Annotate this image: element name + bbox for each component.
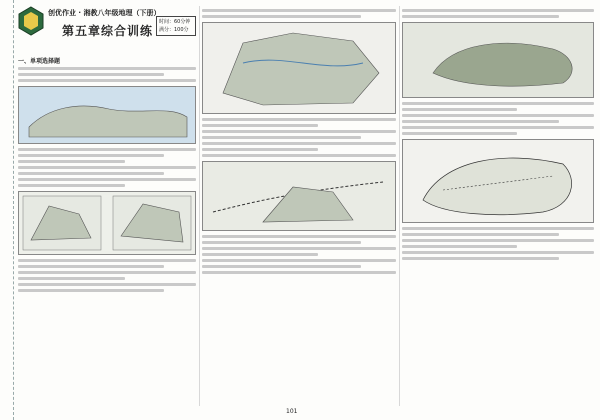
text-line bbox=[402, 102, 594, 105]
text-line bbox=[18, 67, 196, 70]
text-line bbox=[402, 15, 559, 18]
time-limit: 时间：60分钟 bbox=[159, 19, 191, 25]
text-line bbox=[402, 120, 559, 123]
text-line bbox=[202, 15, 361, 18]
text-line bbox=[202, 235, 396, 238]
text-line bbox=[202, 241, 361, 244]
section-heading: 一、单项选择题 bbox=[18, 58, 61, 65]
region-map bbox=[203, 23, 395, 113]
text-line bbox=[202, 9, 396, 12]
column-right bbox=[402, 6, 594, 406]
text-line bbox=[202, 271, 396, 274]
text-line bbox=[202, 136, 361, 139]
text-line bbox=[402, 257, 559, 260]
text-line bbox=[18, 289, 164, 292]
text-line bbox=[18, 172, 164, 175]
map-figure bbox=[18, 191, 196, 255]
text-line bbox=[402, 233, 559, 236]
basin-map bbox=[403, 140, 593, 222]
text-line bbox=[18, 271, 196, 274]
column-divider bbox=[199, 6, 200, 406]
text-line bbox=[402, 227, 594, 230]
text-line bbox=[402, 108, 517, 111]
map-figure bbox=[202, 161, 396, 231]
text-line bbox=[402, 126, 594, 129]
column-left bbox=[18, 6, 196, 406]
text-line bbox=[402, 251, 594, 254]
text-line bbox=[402, 114, 594, 117]
text-line bbox=[202, 259, 396, 262]
map-figure bbox=[202, 22, 396, 114]
text-line bbox=[18, 73, 164, 76]
text-line bbox=[202, 265, 361, 268]
text-line bbox=[18, 160, 125, 163]
text-line bbox=[402, 132, 517, 135]
timer-box bbox=[156, 16, 196, 36]
text-line bbox=[402, 239, 594, 242]
text-line bbox=[18, 184, 125, 187]
column-divider bbox=[399, 6, 400, 406]
page-header bbox=[18, 6, 196, 54]
text-line bbox=[202, 142, 396, 145]
text-line bbox=[202, 118, 396, 121]
route-map bbox=[203, 162, 395, 230]
map-figure bbox=[402, 139, 594, 223]
text-line bbox=[18, 79, 196, 82]
text-line bbox=[202, 247, 396, 250]
text-line bbox=[18, 277, 125, 280]
text-line bbox=[202, 124, 318, 127]
page-number: 101 bbox=[286, 408, 298, 415]
text-line bbox=[18, 259, 196, 262]
text-line bbox=[202, 148, 318, 151]
map-figure bbox=[402, 22, 594, 98]
text-line bbox=[202, 130, 396, 133]
publisher-logo-icon bbox=[18, 6, 44, 36]
text-line bbox=[402, 245, 517, 248]
comparison-maps bbox=[19, 192, 195, 254]
region-map bbox=[19, 87, 195, 143]
map-figure bbox=[18, 86, 196, 144]
text-line bbox=[202, 253, 318, 256]
text-line bbox=[18, 283, 196, 286]
page-title: 第五章综合训练 bbox=[62, 24, 154, 38]
column-middle bbox=[202, 6, 396, 406]
text-line bbox=[18, 166, 196, 169]
text-line bbox=[18, 154, 164, 157]
text-line bbox=[18, 148, 196, 151]
terrain-map bbox=[403, 23, 593, 97]
binding-strip bbox=[0, 0, 14, 420]
text-line bbox=[202, 154, 396, 157]
full-score: 满分：100分 bbox=[159, 27, 189, 33]
text-line bbox=[18, 265, 164, 268]
text-line bbox=[402, 9, 594, 12]
text-line bbox=[18, 178, 196, 181]
book-series-label: 创优作业 · 湘教八年级地理（下册） bbox=[48, 9, 161, 17]
